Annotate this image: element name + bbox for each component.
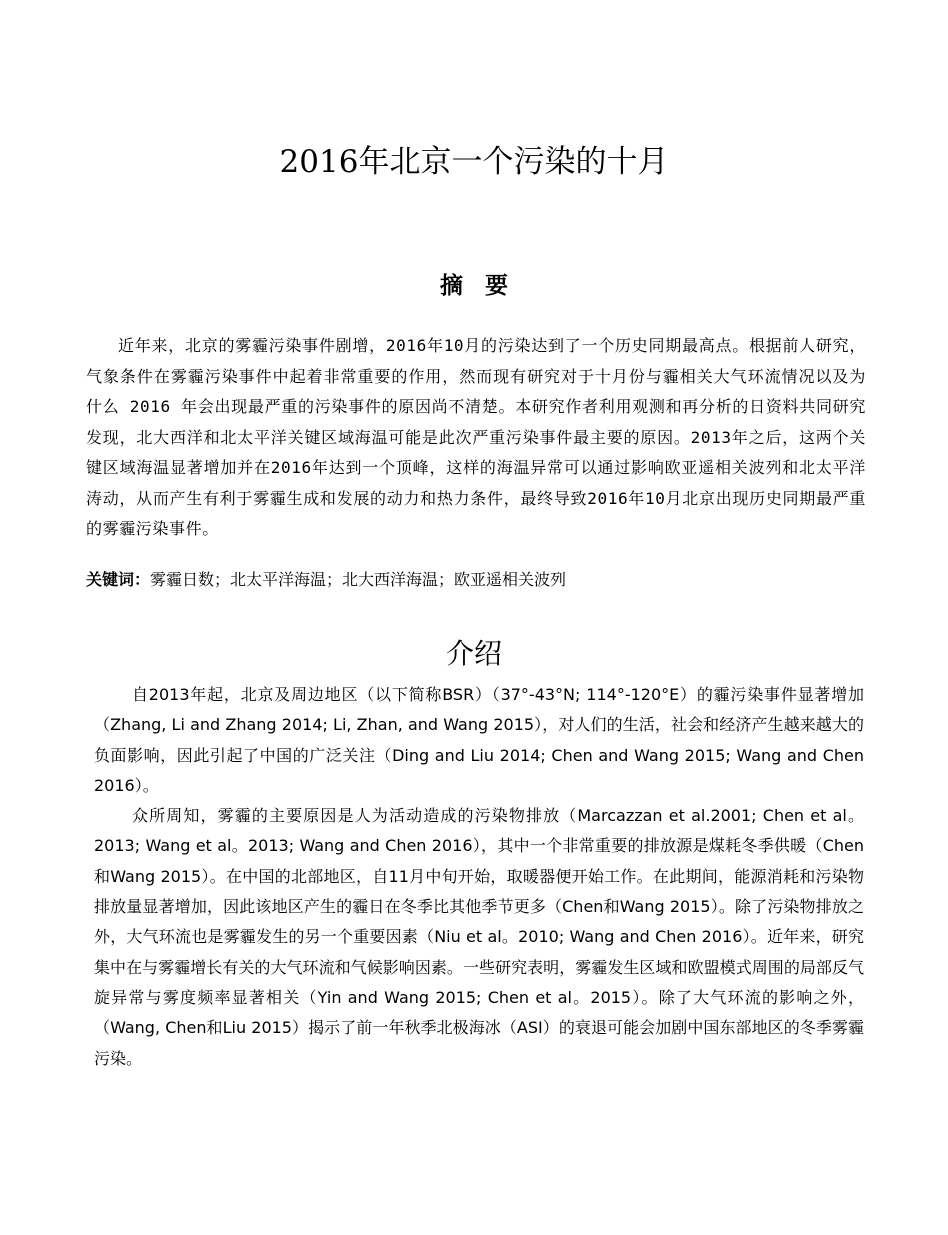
introduction-paragraph: 自2013年起，北京及周边地区（以下简称BSR）（37°-43°N; 114°-120°E）的霾污染事件显著增加（Zhang, Li and Zhang 2014; Li, Zhan, and Wang 2015），对人们的生活，社会和经济产生越来越大的负面影响，因此引起了中国的广泛关注（Ding and Liu 2014; Chen and Wang 2015; Wang and Chen 2016）。 — [94, 685, 864, 795]
abstract-heading: 摘要 — [440, 273, 530, 299]
introduction-body — [94, 680, 864, 1074]
keywords-label: 关键词： — [86, 570, 151, 589]
abstract-body: 近年来，北京的雾霾污染事件剧增，2016年10月的污染达到了一个历史同期最高点。根据前人研究，气象条件在雾霾污染事件中起着非常重要的作用，然而现有研究对于十月份与霾相关大气环流情况以及为什么 2016 年会出现最严重的污染事件的原因尚不清楚。本研究作者利用观测和再分析的日资料共同研究发现，北大西洋和北太平洋关键区域海温可能是此次严重污染事件最主要的原因。2013年之后，这两个关键区域海温显著增加并在2016年达到一个顶峰，这样的海温异常可以通过影响欧亚遥相关波列和北太平洋涛动，从而产生有利于雾霾生成和发展的动力和热力条件，最终导致2016年10月北京出现历史同期最严重的雾霾污染事件。 — [86, 336, 866, 538]
introduction-heading: 介绍 — [445, 637, 502, 670]
paper-title: 2016年北京一个污染的十月 — [279, 144, 669, 180]
introduction-paragraph: 众所周知，雾霾的主要原因是人为活动造成的污染物排放（Marcazzan et al.2001; Chen et al。2013; Wang et al。2013; Wang and Chen 2016），其中一个非常重要的排放源是煤耗冬季供暖（Chen和Wang 2015）。在中国的北部地区，自11月中旬开始，取暖器便开始工作。在此期间，能源消耗和污染物排放量显著增加，因此该地区产生的霾日在冬季比其他季节更多（Chen和Wang 2015）。除了污染物排放之外，大气环流也是雾霾发生的另一个重要因素（Niu et al。2010; Wang and Chen 2016）。近年来，研究集中在与雾霾增长有关的大气环流和气候影响因素。一些研究表明，雾霾发生区域和欧盟模式周围的局部反气旋异常与雾度频率显著相关（Yin and Wang 2015; Chen et al。2015）。除了大气环流的影响之外，（Wang, Chen和Liu 2015）揭示了前一年秋季北极海冰（ASI）的衰退可能会加剧中国东部地区的冬季雾霾污染。 — [94, 806, 864, 1068]
keywords-text: 雾霾日数；北太平洋海温；北大西洋海温；欧亚遥相关波列 — [150, 570, 567, 589]
keywords-line — [86, 565, 866, 595]
